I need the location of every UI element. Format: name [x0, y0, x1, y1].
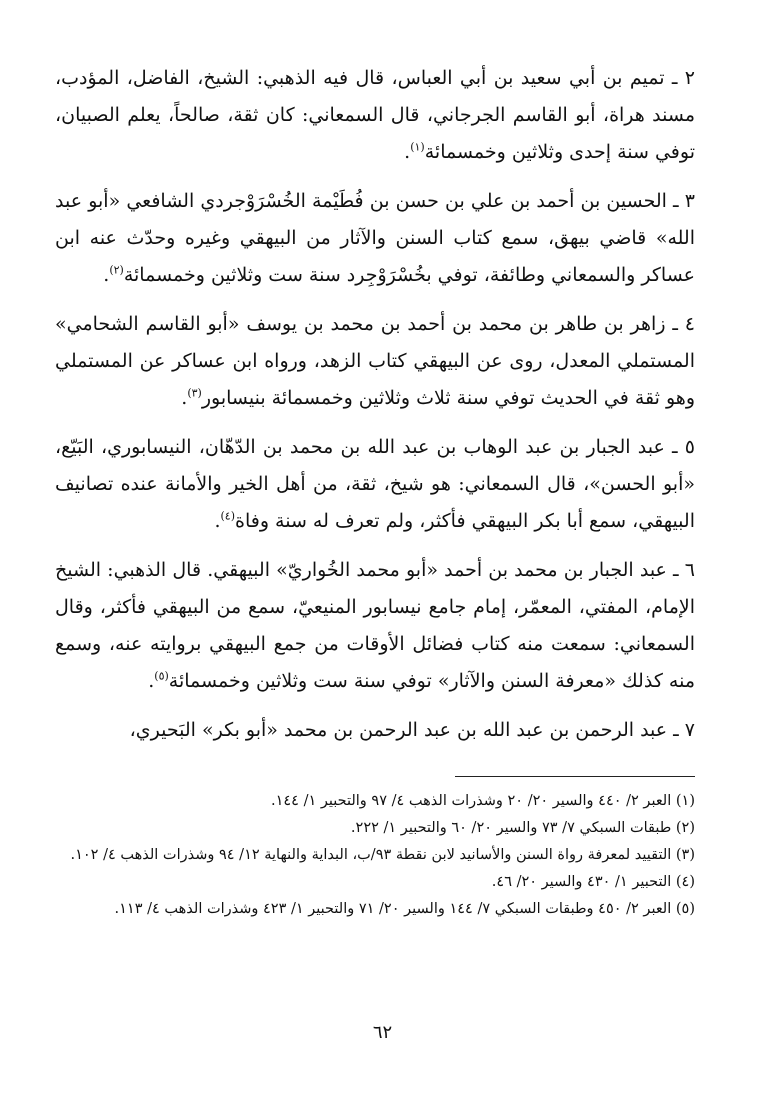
footnote-ref: (١) — [410, 140, 425, 154]
footnote-ref: (٢) — [109, 263, 124, 277]
entry-zahir — [55, 306, 695, 417]
footnote: (٤) التحبير ١/ ٤٣٠ والسير ٢٠/ ٤٦. — [491, 874, 695, 890]
entry-text: ٢ ـ تميم بن أبي سعيد بن أبي العباس، قال فيه الذهبي: الشيخ، الفاضل، المؤدب، مسند هراة، أبو القاسم الجرجاني، قال السمعاني: كان ثقة، صالحاً، يعلم الصبيان، توفي سنة إحدى وثلاثين وخمسمائة — [55, 67, 695, 163]
page-number: ٦٢ — [372, 1022, 393, 1043]
footnote-ref: (٥) — [154, 669, 169, 683]
footnote-ref: (٣) — [187, 386, 202, 400]
footnote: (٥) العبر ٢/ ٤٥٠ وطبقات السبكي ٧/ ١٤٤ والسير ٢٠/ ٧١ والتحبير ١/ ٤٢٣ وشذرات الذهب ٤/ ١١٣. — [114, 901, 695, 917]
footnote-ref: (٤) — [220, 509, 236, 523]
entry-abd-al-jabbar-1 — [55, 429, 695, 540]
entry-end: . — [214, 510, 221, 532]
footnote: (٢) طبقات السبكي ٧/ ٧٣ والسير ٢٠/ ٦٠ والتحبير ١/ ٢٢٢. — [350, 820, 695, 836]
entry-end: . — [181, 387, 188, 409]
entry-text: ٣ ـ الحسين بن أحمد بن علي بن حسن بن فُطَيْمة الخُسْرَوْجردي الشافعي «أبو عبد الله» قاضي بيهق، سمع كتاب السنن والآثار من البيهقي وغيره وحدّث عنه ابن عساكر والسمعاني وطائفة، توفي بخُسْرَوْجِرد سنة ست وثلاثين وخمسمائة — [55, 190, 695, 286]
entry-text: ٥ ـ عبد الجبار بن عبد الوهاب بن عبد الله بن محمد بن الدّهّان، النيسابوري، البَيّع، «أبو الحسن»، قال السمعاني: هو شيخ، ثقة، من أهل الخير والأمانة عنده تصانيف البيهقي، سمع أبا بكر البيهقي فأكثر، ولم تعرف له سنة وفاة — [55, 436, 695, 532]
entry-abd-al-jabbar-2 — [55, 552, 695, 700]
entry-end: . — [404, 141, 411, 163]
footnote: (١) العبر ٢/ ٤٤٠ والسير ٢٠/ ٢٠ وشذرات الذهب ٤/ ٩٧ والتحبير ١/ ١٤٤. — [270, 793, 695, 809]
entry-text: ٧ ـ عبد الرحمن بن عبد الله بن عبد الرحمن بن محمد «أبو بكر» البَحيري، — [129, 719, 695, 741]
footnote: (٣) التقييد لمعرفة رواة السنن والأسانيد لابن نقطة ٩٣/ب، البداية والنهاية ١٢/ ٩٤ وشذرات الذهب ٤/ ١٠٢. — [70, 847, 695, 863]
entry-end: . — [148, 670, 155, 692]
footnotes-list — [55, 788, 695, 923]
entry-text: ٤ ـ زاهر بن طاهر بن محمد بن أحمد بن محمد بن يوسف «أبو القاسم الشحامي» المستملي المعدل، روى عن البيهقي كتاب الزهد، ورواه ابن عساكر عن المستملي وهو ثقة في الحديث توفي سنة ثلاث وثلاثين وخمسمائة بنيسابور — [55, 313, 695, 409]
entry-end: . — [103, 264, 110, 286]
main-text — [55, 60, 695, 761]
entry-abd-al-rahman — [55, 712, 695, 749]
entry-husayn — [55, 183, 695, 294]
entry-text: ٦ ـ عبد الجبار بن محمد بن أحمد «أبو محمد الخُواريّ» البيهقي. قال الذهبي: الشيخ الإمام، المفتي، المعمّر، إمام جامع نيسابور المنيعيّ، سمع من البيهقي فأكثر، وقال السمعاني: سمعت منه كتاب فضائل الأوقات من جمع البيهقي بروايته عنه، وسمع منه كذلك «معرفة السنن والآثار» توفي سنة ست وثلاثين وخمسمائة — [55, 559, 695, 692]
entry-tamim — [55, 60, 695, 171]
footnote-divider — [455, 776, 695, 777]
